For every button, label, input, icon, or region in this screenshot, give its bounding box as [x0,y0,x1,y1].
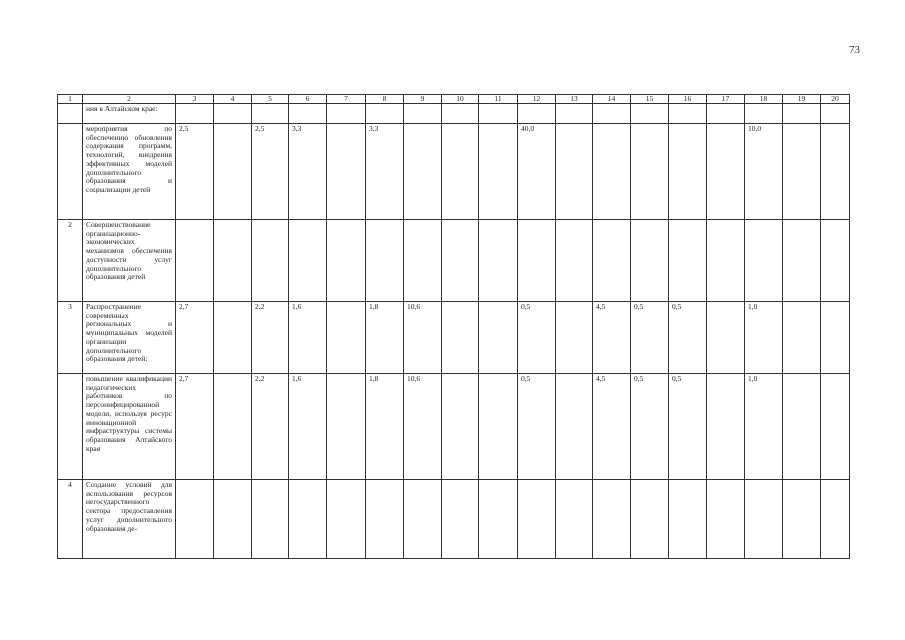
value-cell [404,480,442,559]
value-cell [745,220,783,302]
value-cell [783,374,821,480]
value-cell: 0,5 [631,302,669,374]
value-cell [631,220,669,302]
value-cell [479,104,518,124]
value-cell [479,302,518,374]
value-cell [745,480,783,559]
value-cell [214,374,252,480]
row-number-cell [58,124,83,220]
value-cell [366,480,404,559]
header-cell: 16 [669,95,707,104]
value-cell: 2,5 [176,124,214,220]
header-cell: 2 [83,95,176,104]
row-description-cell: повышение квалификации педагогических работников по персонифицированной модели, используя ресурс инновационной инфраструктуры системы образования Алтайского края [83,374,176,480]
value-cell [366,220,404,302]
header-cell: 7 [327,95,366,104]
table-row [58,480,850,559]
header-cell: 13 [556,95,593,104]
value-cell: 1,0 [745,374,783,480]
value-cell [593,124,631,220]
value-cell [214,480,252,559]
value-cell [783,124,821,220]
value-cell [327,124,366,220]
value-cell: 0,5 [518,374,556,480]
value-cell: 4,5 [593,374,631,480]
value-cell [821,374,850,480]
value-cell: 2,2 [252,374,289,480]
value-cell: 3,3 [289,124,327,220]
table-row [58,302,850,374]
table-row [58,374,850,480]
row-number-cell [58,374,83,480]
value-cell [631,104,669,124]
value-cell [442,220,479,302]
value-cell: 1,0 [745,302,783,374]
header-cell: 8 [366,95,404,104]
value-cell: 1,8 [366,302,404,374]
value-cell [669,220,707,302]
value-cell [327,104,366,124]
value-cell: 10,6 [404,374,442,480]
value-cell: 2,5 [252,124,289,220]
value-cell [366,104,404,124]
value-cell [518,104,556,124]
value-cell: 10,6 [404,302,442,374]
header-cell: 19 [783,95,821,104]
value-cell: 0,5 [669,374,707,480]
value-cell: 1,6 [289,302,327,374]
value-cell [669,104,707,124]
value-cell [783,220,821,302]
row-number-cell [58,104,83,124]
row-description-cell: Создание условий для использования ресурсов негосударственного сектора предоставления услуг дополнительного образования де- [83,480,176,559]
value-cell [821,480,850,559]
value-cell [479,374,518,480]
value-cell [442,124,479,220]
value-cell [707,104,745,124]
value-cell [707,480,745,559]
value-cell [593,104,631,124]
value-cell: 3,3 [366,124,404,220]
value-cell [556,302,593,374]
header-cell: 11 [479,95,518,104]
value-cell [289,104,327,124]
row-description-cell: мероприятия по обеспечению обновления содержания программ, технологий, внедрения эффективных моделей дополнительного образования и социализации детей [83,124,176,220]
value-cell [556,220,593,302]
header-row [58,95,850,104]
header-cell: 14 [593,95,631,104]
row-number-cell: 3 [58,302,83,374]
value-cell: 1,8 [366,374,404,480]
value-cell [176,104,214,124]
value-cell [669,480,707,559]
value-cell [821,302,850,374]
value-cell: 1,6 [289,374,327,480]
value-cell [479,124,518,220]
value-cell [479,480,518,559]
header-cell: 4 [214,95,252,104]
table-row [58,124,850,220]
value-cell [556,124,593,220]
value-cell [556,480,593,559]
header-cell: 10 [442,95,479,104]
row-number-cell: 2 [58,220,83,302]
value-cell [442,374,479,480]
value-cell [669,124,707,220]
value-cell [556,374,593,480]
value-cell [821,104,850,124]
value-cell: 0,5 [669,302,707,374]
value-cell [252,104,289,124]
table-body [58,95,850,559]
value-cell: 40,0 [518,124,556,220]
value-cell [593,480,631,559]
value-cell [252,220,289,302]
value-cell [745,104,783,124]
page-number: 73 [849,44,860,56]
header-cell: 17 [707,95,745,104]
row-description-cell: Совершенствование организационно-экономических механизмов обеспечения доступности услуг дополнительного образования детей [83,220,176,302]
value-cell [783,302,821,374]
value-cell [442,104,479,124]
budget-table [57,94,850,559]
value-cell [707,124,745,220]
header-cell: 9 [404,95,442,104]
value-cell [631,480,669,559]
header-cell: 3 [176,95,214,104]
value-cell [176,220,214,302]
value-cell [783,480,821,559]
value-cell [252,480,289,559]
value-cell [442,480,479,559]
row-description-cell: ния в Алтайском крае: [83,104,176,124]
value-cell [821,124,850,220]
row-description-cell: Распространение современных региональных и муниципальных моделей организации дополнительного образования детей: [83,302,176,374]
value-cell: 10,0 [745,124,783,220]
value-cell [289,480,327,559]
table-row [58,104,850,124]
row-number-cell: 4 [58,480,83,559]
value-cell [631,124,669,220]
value-cell [327,220,366,302]
value-cell [176,480,214,559]
value-cell [214,302,252,374]
value-cell: 0,5 [631,374,669,480]
value-cell [404,220,442,302]
header-cell: 20 [821,95,850,104]
header-cell: 1 [58,95,83,104]
value-cell [707,302,745,374]
value-cell [289,220,327,302]
value-cell [404,124,442,220]
header-cell: 15 [631,95,669,104]
value-cell [707,220,745,302]
value-cell [327,302,366,374]
value-cell [214,104,252,124]
value-cell [556,104,593,124]
value-cell [404,104,442,124]
value-cell [518,220,556,302]
value-cell [442,302,479,374]
value-cell [214,220,252,302]
value-cell [707,374,745,480]
value-cell [327,480,366,559]
header-cell: 6 [289,95,327,104]
value-cell: 4,5 [593,302,631,374]
value-cell [783,104,821,124]
value-cell [479,220,518,302]
header-cell: 18 [745,95,783,104]
value-cell [518,480,556,559]
value-cell [821,220,850,302]
value-cell [214,124,252,220]
table-row [58,220,850,302]
header-cell: 5 [252,95,289,104]
value-cell: 0,5 [518,302,556,374]
header-cell: 12 [518,95,556,104]
value-cell: 2,7 [176,302,214,374]
value-cell [327,374,366,480]
value-cell [593,220,631,302]
value-cell: 2,2 [252,302,289,374]
value-cell: 2,7 [176,374,214,480]
